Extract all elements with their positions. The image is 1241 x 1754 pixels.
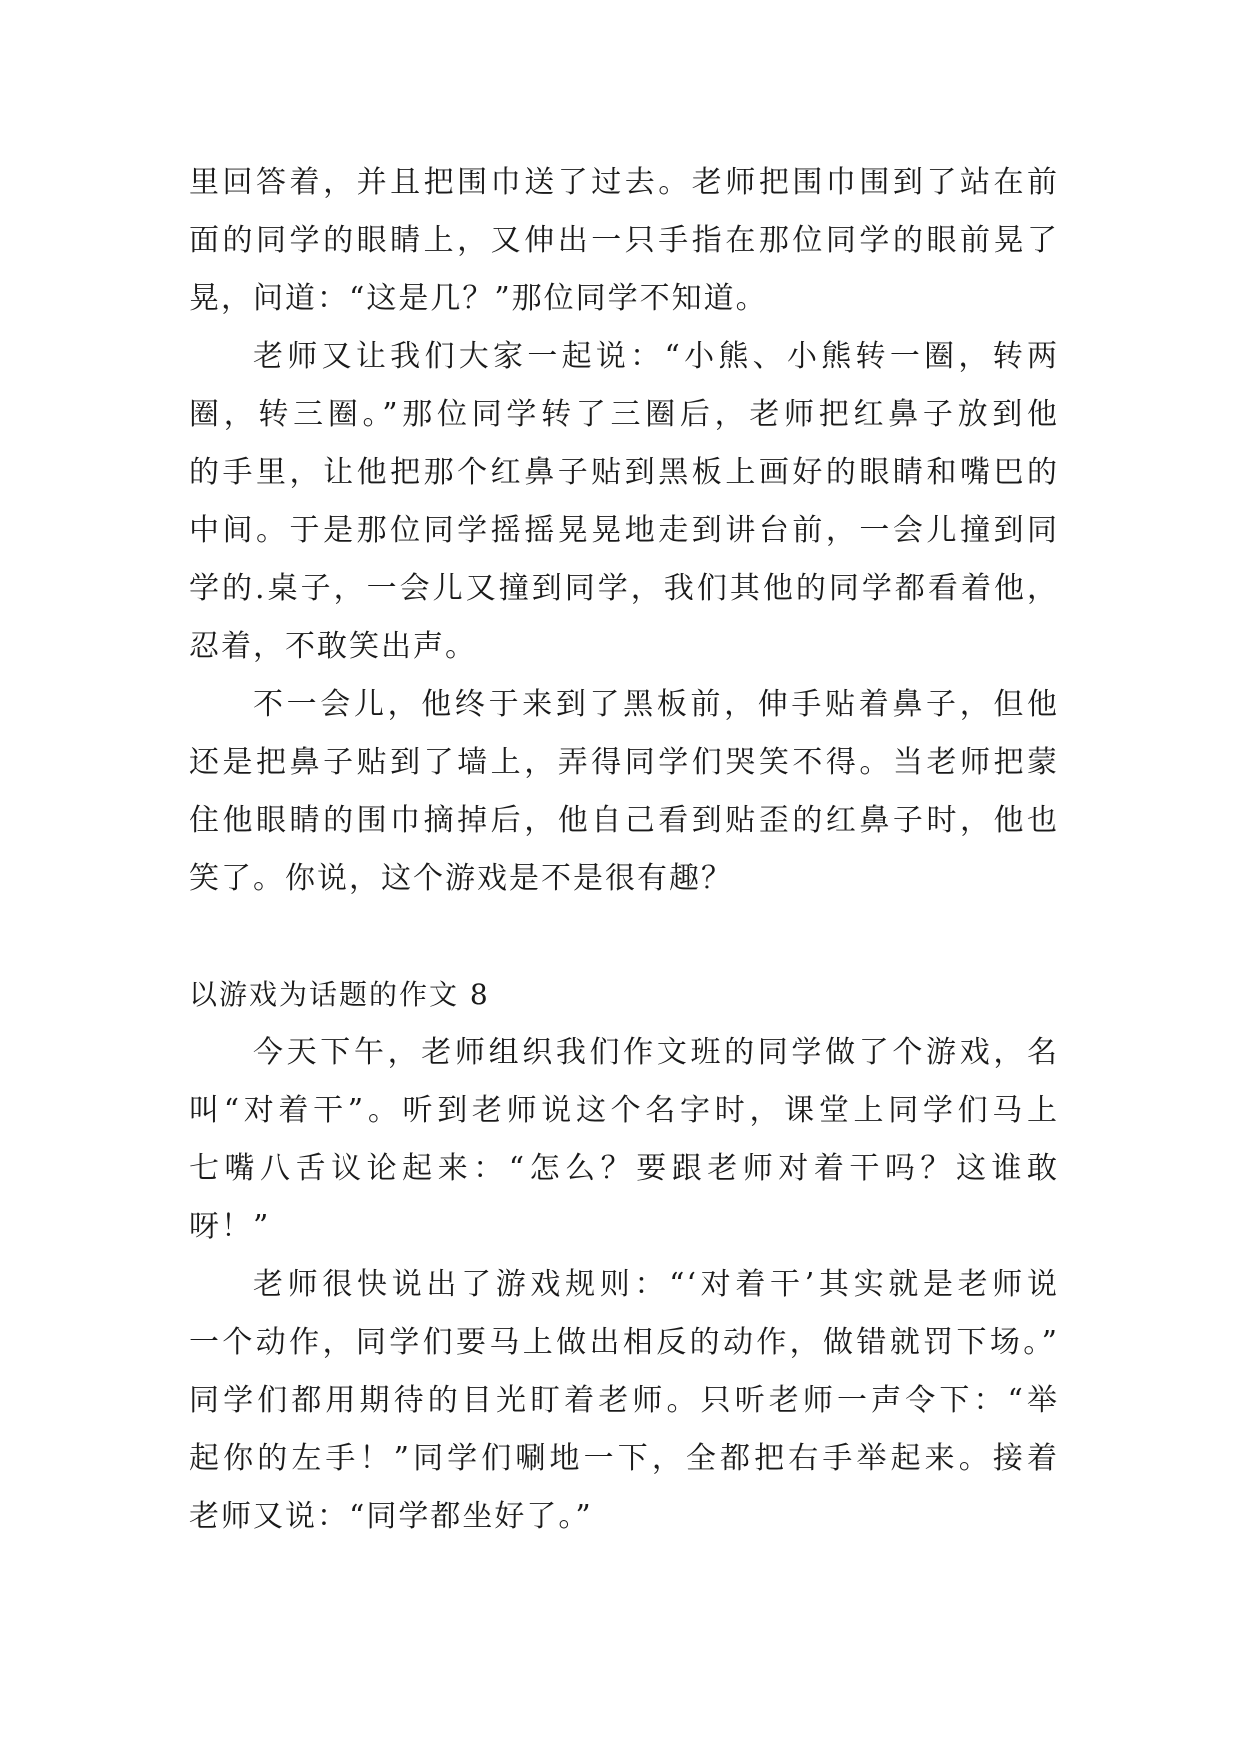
text-line: 面的同学的眼睛上，又伸出一只手指在那位同学的眼前晃了	[189, 223, 1059, 258]
text-line: 一个动作，同学们要马上做出相反的动作，做错就罚下场。”	[189, 1325, 1059, 1360]
text-line: 同学们都用期待的目光盯着老师。只听老师一声令下：“举	[189, 1383, 1059, 1418]
text-line: 七嘴八舌议论起来：“怎么？要跟老师对着干吗？这谁敢	[189, 1151, 1059, 1186]
text-line: 里回答着，并且把围巾送了过去。老师把围巾围到了站在前	[189, 165, 1059, 200]
text-line: 笑了。你说，这个游戏是不是很有趣？	[189, 861, 733, 896]
text-line: 住他眼睛的围巾摘掉后，他自己看到贴歪的红鼻子时，他也	[189, 803, 1059, 838]
paragraph	[189, 1024, 1059, 1256]
text-line: 还是把鼻子贴到了墙上，弄得同学们哭笑不得。当老师把蒙	[189, 745, 1059, 780]
text-line: 今天下午，老师组织我们作文班的同学做了个游戏，名	[253, 1035, 1059, 1070]
paragraph	[189, 1256, 1059, 1546]
text-line: 中间。于是那位同学摇摇晃晃地走到讲台前，一会儿撞到同	[189, 513, 1059, 548]
section-spacer	[189, 908, 1059, 966]
paragraph	[189, 676, 1059, 908]
document-page	[189, 154, 1059, 1546]
text-line: 学的.桌子，一会儿又撞到同学，我们其他的同学都看着他，	[189, 571, 1059, 606]
paragraph	[189, 154, 1059, 328]
text-line: 圈，转三圈。”那位同学转了三圈后，老师把红鼻子放到他	[189, 397, 1059, 432]
text-line: 叫“对着干”。听到老师说这个名字时，课堂上同学们马上	[189, 1093, 1059, 1128]
paragraph	[189, 328, 1059, 676]
text-line: 老师很快说出了游戏规则：“‘对着干’其实就是老师说	[253, 1267, 1059, 1302]
text-line: 的手里，让他把那个红鼻子贴到黑板上画好的眼睛和嘴巴的	[189, 455, 1059, 490]
text-line: 老师又说：“同学都坐好了。”	[189, 1499, 593, 1534]
section-heading: 以游戏为话题的作文 8	[189, 978, 490, 1011]
text-line: 不一会儿，他终于来到了黑板前，伸手贴着鼻子，但他	[253, 687, 1059, 722]
text-line: 晃，问道：“这是几？”那位同学不知道。	[189, 281, 768, 316]
text-line: 老师又让我们大家一起说：“小熊、小熊转一圈，转两	[253, 339, 1059, 374]
text-line: 起你的左手！”同学们唰地一下，全都把右手举起来。接着	[189, 1441, 1059, 1476]
text-line: 忍着，不敢笑出声。	[189, 629, 477, 664]
text-line: 呀！”	[189, 1209, 271, 1244]
